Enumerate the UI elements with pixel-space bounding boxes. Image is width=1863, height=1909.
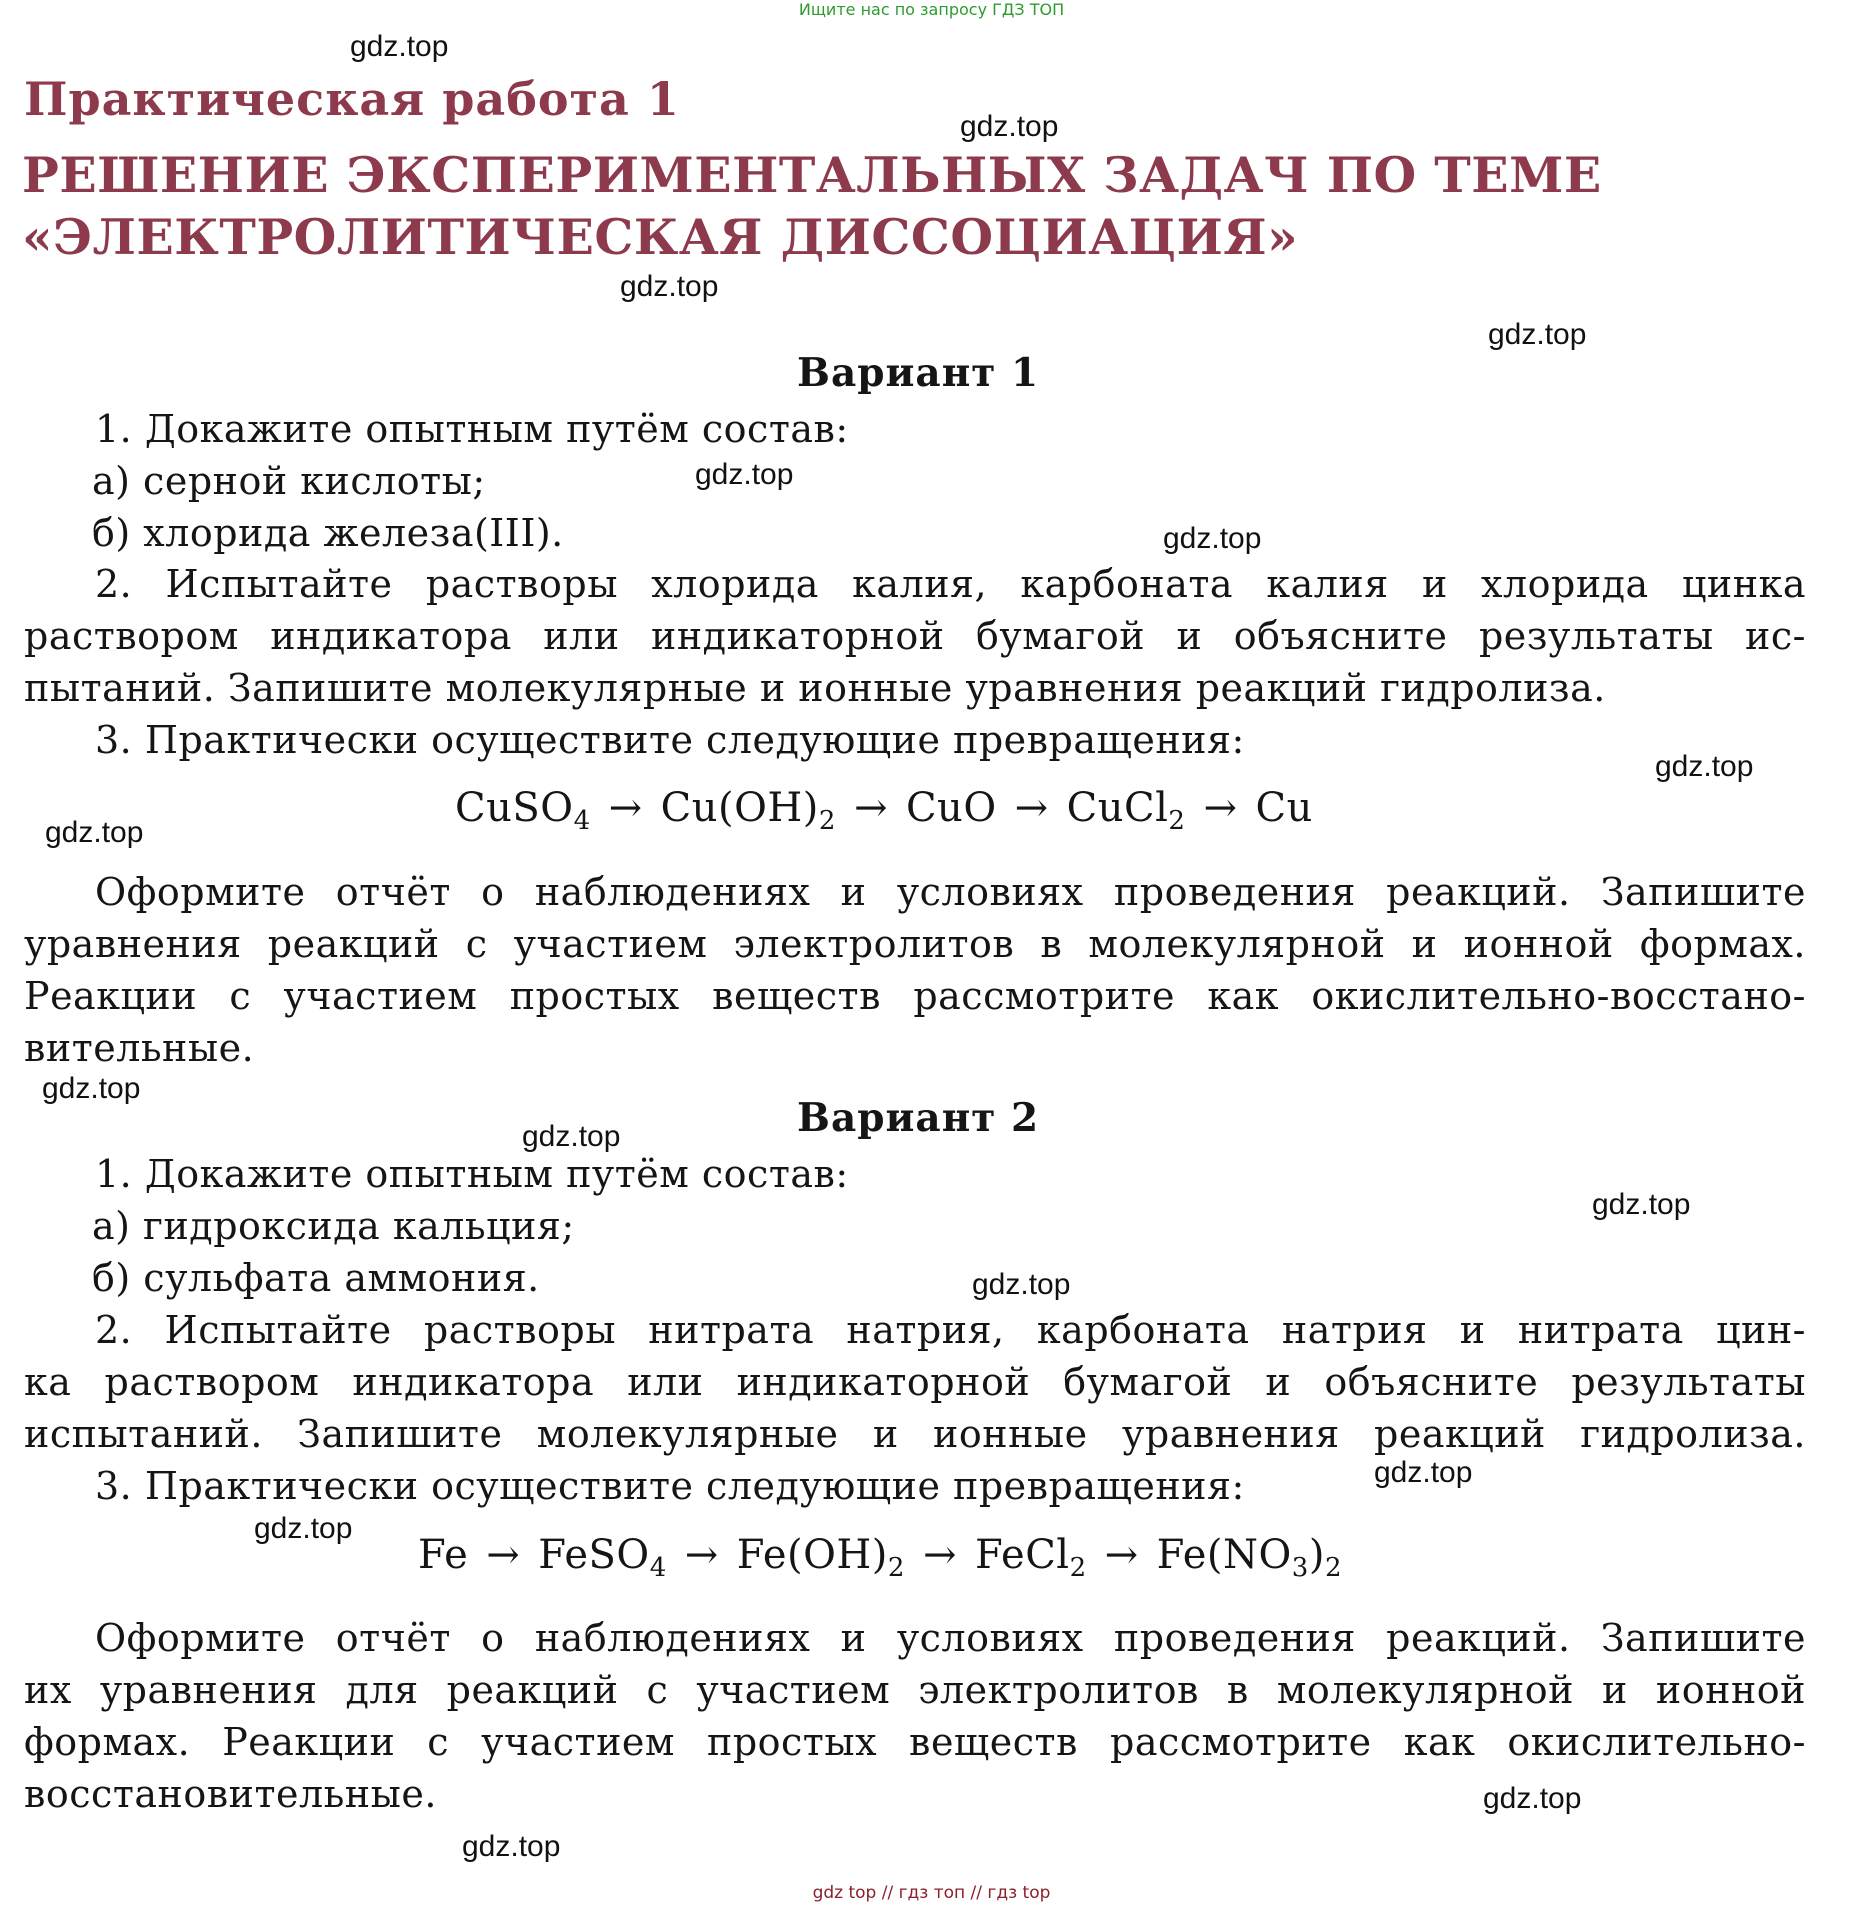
watermark: gdz.top bbox=[522, 1120, 621, 1153]
v2-task-2-line-3: испытаний. Запишите молекулярные и ионные уравнения реакций гидролиза. bbox=[24, 1412, 1806, 1456]
watermark: gdz.top bbox=[1592, 1188, 1691, 1221]
v1-formula: CuSO$_4$ bbox=[455, 785, 591, 836]
v2-task-1: 1. Докажите опытным путём состав: bbox=[95, 1152, 849, 1196]
v1-task-1b: б) хлорида железа(III). bbox=[92, 511, 564, 555]
reaction-arrow: → bbox=[1104, 1532, 1139, 1578]
v2-task-3: 3. Практически осуществите следующие превращения: bbox=[95, 1464, 1245, 1508]
v2-formula: $Fe(OH)_2$ bbox=[736, 1532, 905, 1583]
v1-task-2-line-1: 2. Испытайте растворы хлорида калия, карбоната калия и хлорида цинка bbox=[95, 562, 1806, 606]
v1-task-1: 1. Докажите опытным путём состав: bbox=[95, 407, 849, 451]
watermark: gdz.top bbox=[1483, 1782, 1582, 1815]
variant-2-heading: Вариант 2 bbox=[797, 1095, 1040, 1141]
watermark: gdz.top bbox=[45, 816, 144, 849]
v2-task-1a: а) гидроксида кальция; bbox=[92, 1204, 575, 1248]
reaction-arrow: → bbox=[922, 1532, 957, 1578]
v2-formula: Fe bbox=[418, 1532, 469, 1578]
v1-task-2-line-3: пытаний. Запишите молекулярные и ионные уравнения реакций гидролиза. bbox=[24, 666, 1606, 710]
v2-formula: FeCl$_2$ bbox=[974, 1532, 1087, 1583]
watermark: gdz.top bbox=[254, 1512, 353, 1545]
watermark: gdz.top bbox=[620, 270, 719, 303]
watermark: gdz.top bbox=[972, 1268, 1071, 1301]
v1-task-3: 3. Практически осуществите следующие превращения: bbox=[95, 718, 1245, 762]
reaction-arrow: → bbox=[486, 1532, 521, 1578]
v1-task-1a: а) серной кислоты; bbox=[92, 459, 486, 503]
v1-task-2-line-2: раствором индикатора или индикаторной бумагой и объясните результаты ис- bbox=[24, 614, 1806, 658]
v2-report-line-3: формах. Реакции с участием простых веществ рассмотрите как окислительно- bbox=[24, 1720, 1806, 1764]
v2-report-line-4: восстановительные. bbox=[24, 1772, 437, 1816]
title-line-2: «ЭЛЕКТРОЛИТИЧЕСКАЯ ДИССОЦИАЦИЯ» bbox=[22, 208, 1299, 266]
reaction-arrow: → bbox=[1014, 785, 1049, 831]
footer-note: gdz top // гдз топ // гдз top bbox=[812, 1883, 1051, 1903]
v1-report-line-1: Оформите отчёт о наблюдениях и условиях проведения реакций. Запишите bbox=[95, 870, 1806, 914]
v2-task-2-line-1: 2. Испытайте растворы нитрата натрия, карбоната натрия и нитрата цин- bbox=[95, 1308, 1806, 1352]
reaction-arrow: → bbox=[1203, 785, 1238, 831]
reaction-arrow: → bbox=[608, 785, 643, 831]
v1-formula: $Cu(OH)_2$ bbox=[660, 785, 836, 836]
practice-label: Практическая работа 1 bbox=[24, 72, 680, 126]
watermark: gdz.top bbox=[960, 110, 1059, 143]
v1-reaction-chain bbox=[455, 785, 1313, 836]
title-line-1: РЕШЕНИЕ ЭКСПЕРИМЕНТАЛЬНЫХ ЗАДАЧ ПО ТЕМЕ bbox=[22, 146, 1602, 204]
watermark: gdz.top bbox=[462, 1830, 561, 1863]
watermark: gdz.top bbox=[350, 30, 449, 63]
v2-report-line-2: их уравнения для реакций с участием электролитов в молекулярной и ионной bbox=[24, 1668, 1806, 1712]
v1-formula: CuCl$_2$ bbox=[1066, 785, 1186, 836]
reaction-arrow: → bbox=[853, 785, 888, 831]
v2-formula: FeSO$_4$ bbox=[538, 1532, 667, 1583]
watermark: gdz.top bbox=[1488, 318, 1587, 351]
reaction-arrow: → bbox=[684, 1532, 719, 1578]
watermark: gdz.top bbox=[695, 458, 794, 491]
watermark: gdz.top bbox=[1655, 750, 1754, 783]
v2-formula: $Fe(NO_3)_2$ bbox=[1156, 1532, 1342, 1583]
v2-report-line-1: Оформите отчёт о наблюдениях и условиях проведения реакций. Запишите bbox=[95, 1616, 1806, 1660]
v1-report-line-2: уравнения реакций с участием электролитов в молекулярной и ионной формах. bbox=[24, 922, 1806, 966]
variant-1-heading: Вариант 1 bbox=[797, 350, 1040, 396]
v1-report-line-4: вительные. bbox=[24, 1026, 255, 1070]
v2-reaction-chain bbox=[418, 1532, 1342, 1583]
v2-task-2-line-2: ка раствором индикатора или индикаторной бумагой и объясните результаты bbox=[24, 1360, 1806, 1404]
v1-report-line-3: Реакции с участием простых веществ рассмотрите как окислительно-восстано- bbox=[24, 974, 1806, 1018]
watermark: gdz.top bbox=[1374, 1456, 1473, 1489]
watermark: gdz.top bbox=[42, 1072, 141, 1105]
watermark: gdz.top bbox=[1163, 522, 1262, 555]
v1-formula: CuO bbox=[905, 785, 997, 831]
v1-formula: Cu bbox=[1255, 785, 1313, 831]
header-note: Ищите нас по запросу ГДЗ ТОП bbox=[798, 0, 1065, 19]
v2-task-1b: б) сульфата аммония. bbox=[92, 1256, 540, 1300]
